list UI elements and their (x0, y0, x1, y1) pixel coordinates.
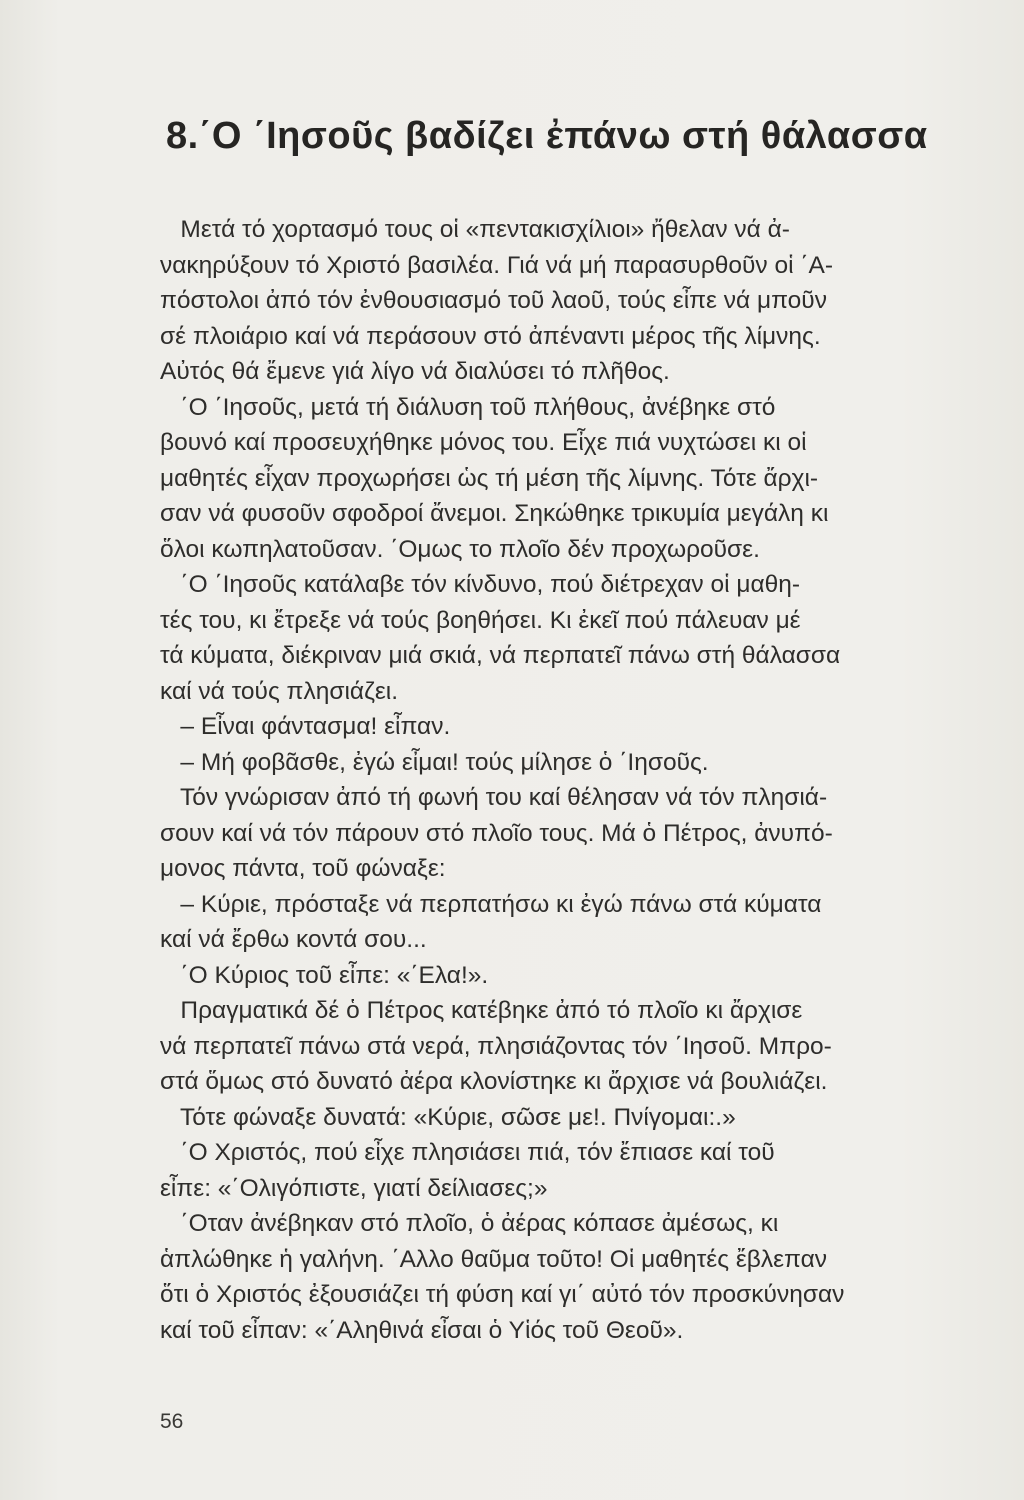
page-number: 56 (160, 1410, 184, 1433)
text-line: στά ὅμως στό δυνατό ἀέρα κλονίστηκε κι ἄρχισε νά βουλιάζει. (160, 1068, 828, 1095)
text-line: εἶπε: «΄Ολιγόπιστε, γιατί δείλιασες;» (160, 1174, 548, 1202)
text-line: Αὐτός θά ἔμενε γιά λίγο νά διαλύσει τό πλῆθος. (160, 358, 670, 385)
page-title: 8.΄Ο ΄Ιησοῦς βαδίζει ἐπάνω στή θάλασσα (166, 115, 928, 157)
text-line: τά κύματα, διέκριναν μιά σκιά, νά περπατεῖ πάνω στή θάλασσα (160, 642, 841, 669)
body-text (160, 212, 986, 1348)
text-line: ΄Ο Κύριος τοῦ εἶπε: «΄Ελα!». (160, 961, 489, 989)
text-line: σέ πλοιάριο καί νά περάσουν στό ἀπέναντι μέρος τῆς λίμνης. (160, 322, 821, 350)
text-line: Μετά τό χορτασμό τους οἱ «πεντακισχίλιοι» ἤθελαν νά ἀ- (160, 216, 790, 243)
text-line: – Μή φοβᾶσθε, ἐγώ εἶμαι! τούς μίλησε ὁ ΄Ιησοῦς. (160, 748, 709, 776)
text-line: σαν νά φυσοῦν σφοδροί ἄνεμοι. Σηκώθηκε τρικυμία μεγάλη κι (160, 500, 829, 527)
text-line: πόστολοι ἀπό τόν ἐνθουσιασμό τοῦ λαοῦ, τούς εἶπε νά μποῦν (160, 287, 827, 314)
text-line: καί νά ἔρθω κοντά σου... (160, 926, 427, 953)
text-line: καί νά τούς πλησιάζει. (160, 677, 399, 705)
text-line: ὅτι ὁ Χριστός ἐξουσιάζει τή φύση καί γι΄ αὐτό τόν προσκύνησαν (160, 1281, 845, 1308)
text-line: ΄Οταν ἀνέβηκαν στό πλοῖο, ὁ ἀέρας κόπασε ἀμέσως, κι (160, 1210, 779, 1237)
text-line: Πραγματικά δέ ὁ Πέτρος κατέβηκε ἀπό τό πλοῖο κι ἄρχισε (160, 997, 803, 1024)
text-line: νακηρύξουν τό Χριστό βασιλέα. Γιά νά μή παρασυρθοῦν οἱ ΄Α- (160, 251, 833, 279)
text-line: τές του, κι ἔτρεξε νά τούς βοηθήσει. Κι ἐκεῖ πού πάλευαν μέ (160, 606, 801, 634)
text-line: μαθητές εἶχαν προχωρήσει ὡς τή μέση τῆς λίμνης. Τότε ἄρχι- (160, 464, 819, 492)
text-line: ὅλοι κωπηλατοῦσαν. ΄Ομως το πλοῖο δέν προχωροῦσε. (160, 535, 760, 563)
text-line: βουνό καί προσευχήθηκε μόνος του. Εἶχε πιά νυχτώσει κι οἱ (160, 429, 807, 456)
text-line: σουν καί νά τόν πάρουν στό πλοῖο τους. Μά ὁ Πέτρος, ἀνυπό- (160, 819, 833, 847)
text-line: ΄Ο Χριστός, πού εἶχε πλησιάσει πιά, τόν ἔπιασε καί τοῦ (160, 1139, 775, 1166)
text-line: καί τοῦ εἶπαν: «΄Αληθινά εἶσαι ὁ Υἱός τοῦ Θεοῦ». (160, 1316, 684, 1344)
text-line: ΄Ο ΄Ιησοῦς κατάλαβε τόν κίνδυνο, πού διέτρεχαν οἱ μαθη- (160, 571, 801, 598)
text-line: – Κύριε, πρόσταξε νά περπατήσω κι ἐγώ πάνω στά κύματα (160, 890, 822, 918)
text-line: Τότε φώναξε δυνατά: «Κύριε, σῶσε με!. Πνίγομαι:.» (160, 1103, 736, 1131)
text-line: ἁπλώθηκε ἡ γαλήνη. ΄Αλλο θαῦμα τοῦτο! Οἱ μαθητές ἔβλεπαν (160, 1245, 827, 1273)
text-line: Τόν γνώρισαν ἀπό τή φωνή του καί θέλησαν νά τόν πλησιά- (160, 784, 828, 811)
text-line: – Εἶναι φάντασμα! εἶπαν. (160, 713, 451, 740)
text-line: μονος πάντα, τοῦ φώναξε: (160, 855, 446, 882)
text-line: ΄Ο ΄Ιησοῦς, μετά τή διάλυση τοῦ πλήθους, ἀνέβηκε στό (160, 393, 776, 421)
text-line: νά περπατεῖ πάνω στά νερά, πλησιάζοντας τόν ΄Ιησοῦ. Μπρο- (160, 1032, 832, 1060)
